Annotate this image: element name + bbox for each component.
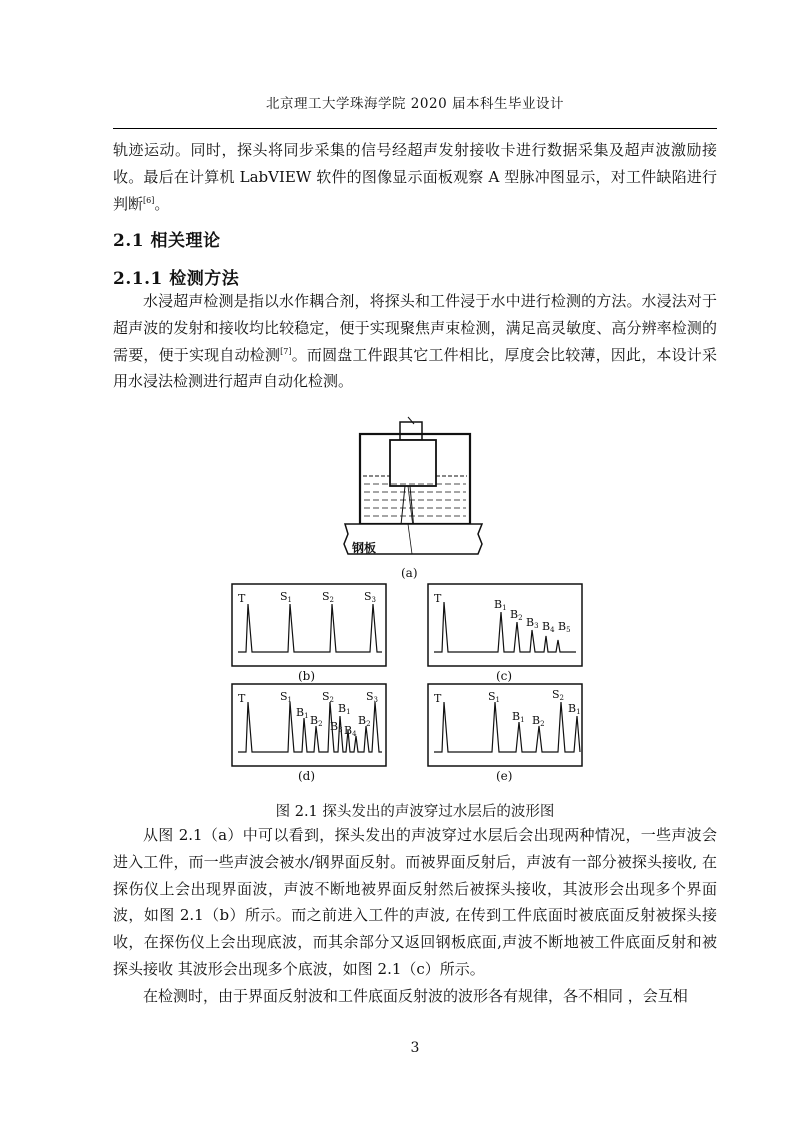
svg-text:B2: B2	[310, 714, 323, 728]
svg-text:S2: S2	[322, 690, 335, 704]
svg-text:B3: B3	[526, 616, 539, 630]
panel-label-e: (e)	[496, 769, 513, 783]
figure-reference-paragraph	[113, 822, 717, 983]
intro-text: 轨迹运动。同时，探头将同步采集的信号经超声发射接收卡进行数据采集及超声波激励接收。最后在计算机 LabVIEW 软件的图像显示面板观察 A 型脉冲图显示，对工件缺陷进行判断	[113, 141, 717, 213]
waveform-e	[428, 684, 582, 783]
panel-label-c: (c)	[496, 669, 513, 683]
svg-text:B1: B1	[512, 710, 525, 724]
section-title: 2.1 相关理论	[113, 231, 221, 251]
svg-text:S2: S2	[552, 688, 565, 702]
svg-text:B1: B1	[338, 702, 351, 716]
figure-2-1	[230, 412, 590, 792]
svg-text:B2: B2	[532, 714, 545, 728]
citation-7: [7]	[280, 346, 292, 356]
svg-text:B1: B1	[568, 702, 581, 716]
steel-plate-label: 钢板	[352, 541, 377, 555]
header-rule	[113, 128, 717, 129]
panel-label-d: (d)	[298, 769, 316, 783]
panel-label-b: (b)	[298, 669, 316, 683]
panel-label-a: (a)	[401, 566, 418, 580]
subsection-heading	[113, 264, 717, 289]
svg-text:B1: B1	[296, 706, 309, 720]
waveform-d	[232, 684, 386, 783]
svg-text:B3: B3	[330, 720, 343, 734]
figure-caption: 图 2.1 探头发出的声波穿过水层后的波形图	[275, 804, 555, 820]
svg-text:S1: S1	[280, 690, 293, 704]
svg-text:B4: B4	[542, 620, 555, 634]
svg-text:T: T	[434, 592, 442, 605]
waveform-c	[428, 584, 582, 683]
svg-text:S3: S3	[364, 590, 377, 604]
subsection-title: 2.1.1 检测方法	[113, 269, 240, 289]
section-heading	[113, 226, 717, 251]
last-paragraph	[113, 983, 717, 1010]
svg-text:S1: S1	[280, 590, 293, 604]
intro-end: 。	[154, 194, 170, 213]
method-text: 水浸超声检测是指以水作耦合剂，将探头和工件浸于水中进行检测的方法。水浸法对于超声波的发射和接收均比较稳定，便于实现聚焦声束检测，满足高灵敏度、高分辨率检测的需要，便于实现自动检测	[113, 292, 717, 364]
intro-paragraph	[113, 137, 717, 217]
page-number: 3	[410, 1040, 420, 1056]
figure-reference-text: 从图 2.1（a）中可以看到，探头发出的声波穿过水层后会出现两种情况，一些声波会进入工件，而一些声波会被水/钢界面反射。而被界面反射后，声波有一部分被探头接收, 在探伤仪上会出现界面波，声波不断地被界面反射然后被探头接收，其波形会出现多个界面波，如图 2.1（b）所示。而之前进入工件的声波, 在传到工件底面时被底面反射被探头接收，在探伤仪上会出现底波，而其余部分又返回钢板底面,声波不断地被工件底面反射和被探头接收 其波形会出现多个底波，如图 2.1（c）所示。	[113, 826, 717, 978]
svg-text:T: T	[238, 592, 246, 605]
svg-text:S3: S3	[366, 690, 379, 704]
citation-6: [6]	[143, 195, 155, 205]
svg-text:B2: B2	[510, 608, 523, 622]
waveform-b	[232, 584, 386, 683]
svg-text:T: T	[434, 692, 442, 705]
page-header: 北京理工大学珠海学院 2020 届本科生毕业设计	[266, 96, 564, 112]
svg-text:B1: B1	[494, 598, 507, 612]
svg-text:B5: B5	[558, 620, 571, 634]
last-paragraph-text: 在检测时，由于界面反射波和工件底面反射波的波形各有规律，各不相同 ，会互相	[143, 987, 688, 1005]
svg-text:S2: S2	[322, 590, 335, 604]
svg-text:B4: B4	[344, 724, 357, 738]
probe-diagram	[344, 417, 482, 554]
method-paragraph	[113, 288, 717, 395]
method-end: 。而圆盘工件跟其它工件相比，厚度会比较薄，因此，本设计采用水浸法检测进行超声自动化检测。	[113, 345, 717, 391]
svg-text:B2: B2	[358, 714, 371, 728]
svg-text:S1: S1	[488, 690, 501, 704]
svg-text:T: T	[238, 692, 246, 705]
